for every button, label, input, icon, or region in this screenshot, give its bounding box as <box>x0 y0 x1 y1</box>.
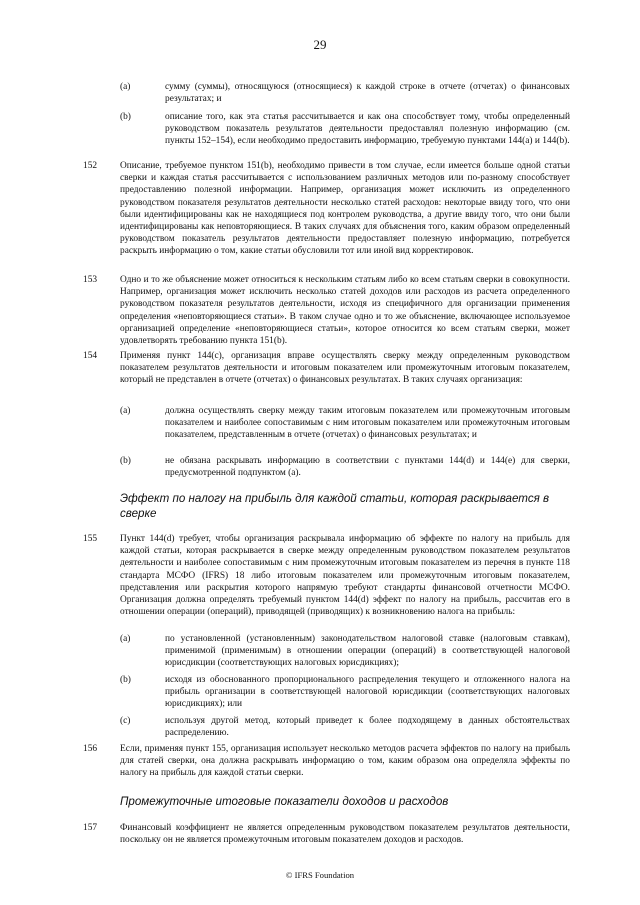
paragraph-text: Если, применяя пункт 155, организация использует несколько методов расчета эффектов по налогу на прибыль для статей сверки, она должна раскрывать информацию о том, каким образом она определяла эффекты по налогу на прибыль для каждой статьи сверки. <box>120 744 570 779</box>
sub-item-label: (a) <box>120 634 131 644</box>
paragraph-number: 153 <box>83 275 98 285</box>
sub-item-label: (b) <box>120 112 131 122</box>
section-heading: Эффект по налогу на прибыль для каждой статьи, которая раскрывается в сверке <box>120 492 550 520</box>
page-footer: © IFRS Foundation <box>285 870 355 880</box>
page-number: 29 <box>313 37 327 52</box>
paragraph-text: Пункт 144(d) требует, чтобы организация раскрывала информацию об эффекте по налогу на прибыль для каждой статьи, которая раскрывается в сверке между определенным руководством показателем результатов деятельности и наиболее сопоставимым с ним промежуточным итоговым показателем из перечня в пункте 118 стандарта МСФО (IFRS) 18 либо итоговым показателем или промежуточным итоговым показателем, представления или раскрытия которого напрямую требуют стандарты финансовой отчетности МСФО. Организация должна определять требуемый пунктом 144(d) эффект по налогу на прибыль, рассчитав его в отношении операции (операций), приводящей (приводящих) к возникновению налога на прибыль: <box>120 534 570 618</box>
sub-item-label: (b) <box>120 675 131 685</box>
paragraph-number: 155 <box>83 534 98 544</box>
sub-item-text: используя другой метод, который приведет к более подходящему в данных обстоятельствах распределению. <box>165 716 570 739</box>
paragraph-number: 156 <box>83 744 98 754</box>
paragraph-text: Применяя пункт 144(c), организация вправе осуществлять сверку между определенным руководством показателем результатов деятельности и итоговым показателем или промежуточным итоговым показателем, который не представлен в отчете (отчетах) о финансовых результатах. В таких случаях организация: <box>120 351 570 386</box>
paragraph-number: 154 <box>83 351 98 361</box>
sub-item-text: сумму (суммы), относящуюся (относящиеся) к каждой строке в отчете (отчетах) о финансовых результатах; и <box>165 82 570 105</box>
section-heading: Промежуточные итоговые показатели доходов и расходов <box>120 795 449 808</box>
sub-item-text: по установленной (установленным) законодательством налоговой ставке (налоговым ставкам), применимой (применимым) в отношении операции (операций) в соответствующей налоговой юрисдикции (соответствующих налоговых юрисдикциях); <box>165 634 570 669</box>
sub-item-text: описание того, как эта статья рассчитывается и как она способствует тому, чтобы определенный руководством показатель результатов деятельности предоставлял полезную информацию (см. пункты 152–154), если необходимо предоставить информацию, требуемую пунктами 144(a) и 144(b). <box>165 112 570 147</box>
sub-item-label: (b) <box>120 456 131 466</box>
paragraph-text: Описание, требуемое пунктом 151(b), необходимо привести в том случае, если имеется больше одной статьи сверки и каждая статья рассчитывается с использованием различных методов или по-разному способствует предоставлению полезной информации. Например, организация может исключить из определенного руководством показателя результатов деятельности несколько статей расходов: некоторые ввиду того, что они были идентифицированы как не находящиеся под контролем руководства, а другие ввиду того, что они были идентифицированы как неповторяющиеся. В таких случаях для объяснения того, каким образом определенный руководством показатель результатов деятельности предоставляет полезную информацию, потребуется раскрыть информацию о том, какие статьи обусловили тот или иной вид корректировок. <box>120 161 570 257</box>
paragraph-text: Одно и то же объяснение может относиться к нескольким статьям либо ко всем статьям сверки в совокупности. Например, организация может исключить несколько статей доходов или расходов из расчета определенного руководством показателя результатов деятельности, исходя из специфичного для организации применения определения «неповторяющиеся статьи». В таком случае одно и то же объяснение, включающее используемое организацией определение «неповторяющиеся статьи», которое относится ко всем статьям сверки, может удовлетворять требованию пункта 151(b). <box>120 275 570 347</box>
paragraph-number: 157 <box>83 823 98 833</box>
sub-item-label: (a) <box>120 406 131 416</box>
paragraph-number: 152 <box>83 161 98 171</box>
sub-item-text: не обязана раскрывать информацию в соответствии с пунктами 144(d) и 144(e) для сверки, предусмотренной подпунктом (a). <box>165 456 570 479</box>
sub-item-text: должна осуществлять сверку между таким итоговым показателем или промежуточным итоговым показателем и наиболее сопоставимым с ним итоговым показателем или промежуточным итоговым показателем, представленным в отчете (отчетах) о финансовых результатах; и <box>165 406 570 441</box>
sub-item-label: (c) <box>120 716 131 726</box>
sub-item-text: исходя из обоснованного пропорционального распределения текущего и отложенного налога на прибыль организации в соответствующей налоговой юрисдикции (соответствующих налоговых юрисдикциях); или <box>165 675 570 710</box>
sub-item-label: (a) <box>120 82 131 92</box>
paragraph-text: Финансовый коэффициент не является определенным руководством показателем результатов деятельности, поскольку он не является промежуточным итоговым показателем доходов и расходов. <box>120 823 570 846</box>
